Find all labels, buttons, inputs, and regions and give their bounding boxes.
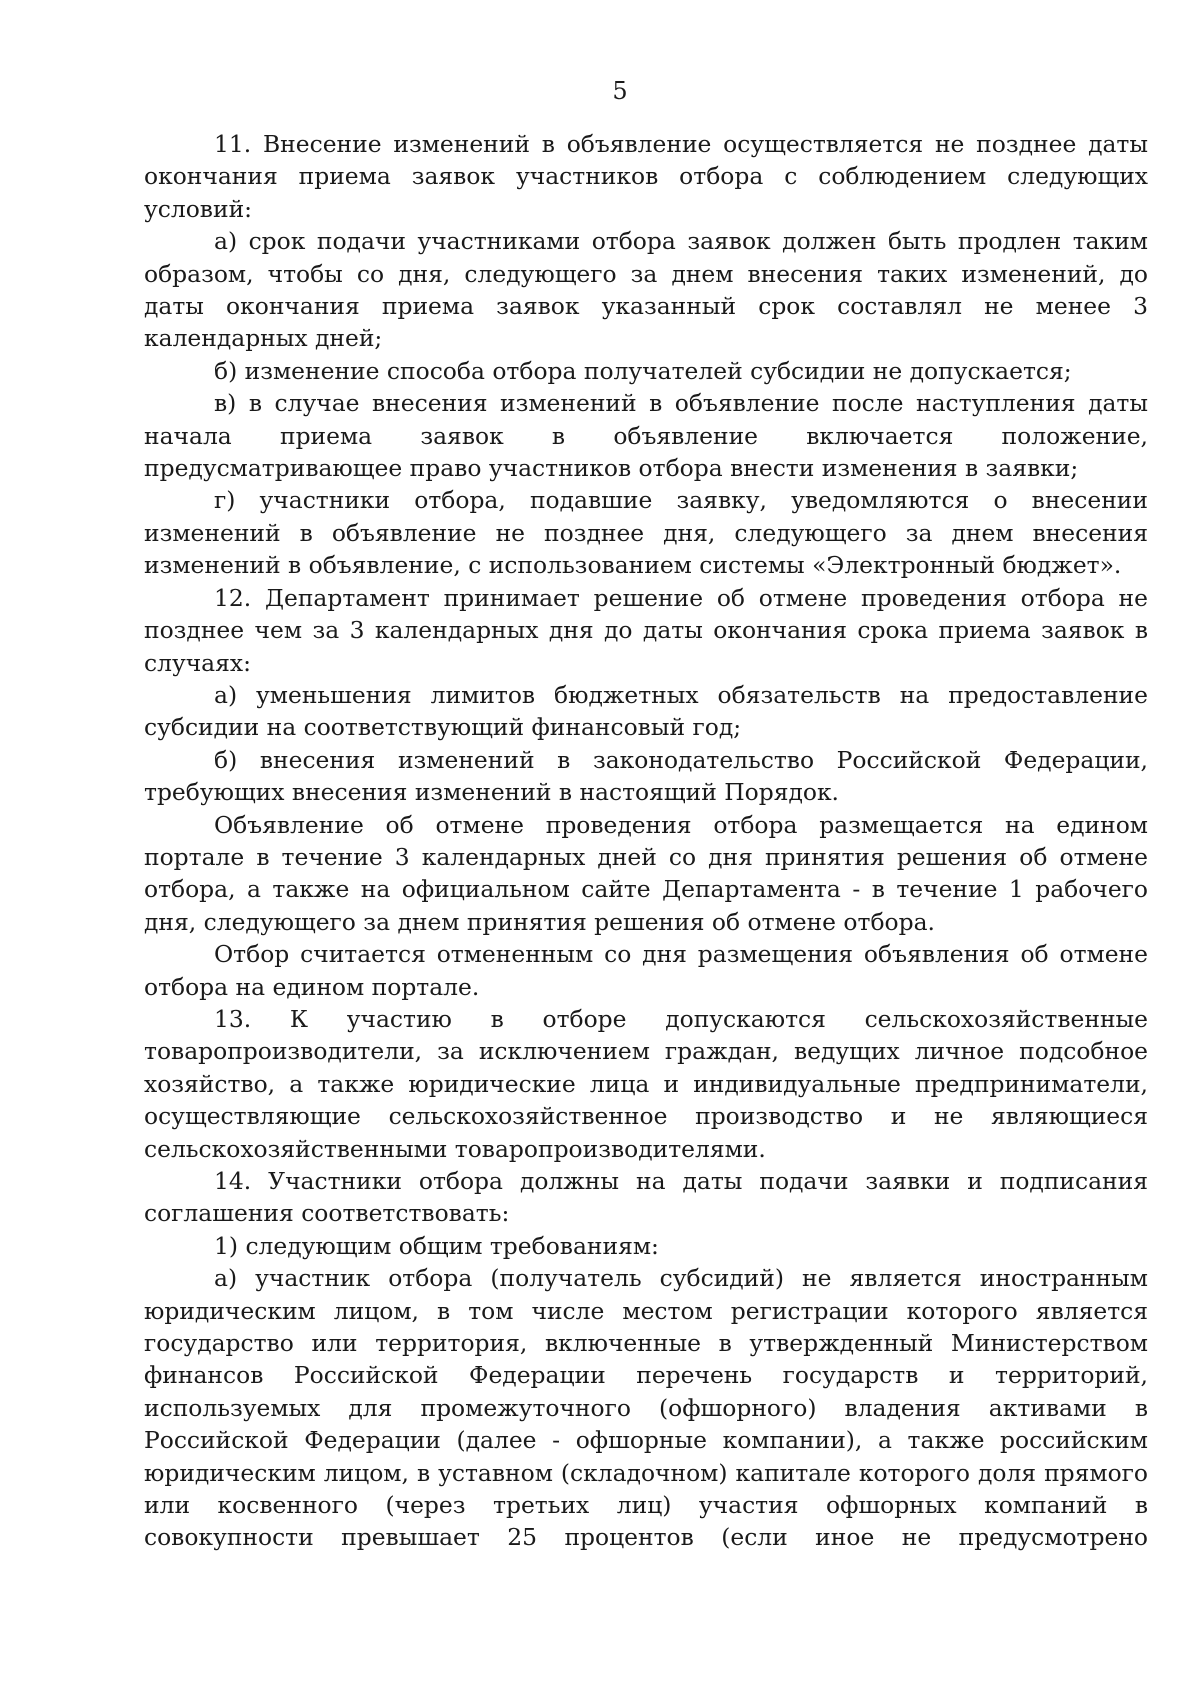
paragraph-11-a: а) срок подачи участниками отбора заявок должен быть продлен таким образом, чтобы со дня, следующего за днем внесения таких изменений, до даты окончания приема заявок указанный срок составлял не менее 3 календарных дней; [144, 227, 1148, 353]
paragraph-11-g: г) участники отбора, подавшие заявку, уведомляются о внесении изменений в объявление не позднее дня, следующего за днем внесения изменений в объявление, с использованием системы «Электронный бюджет». [144, 486, 1148, 580]
document-body [144, 128, 1148, 1554]
paragraph-12-announcement: Объявление об отмене проведения отбора размещается на едином портале в течение 3 календарных дней со дня принятия решения об отмене отбора, а также на официальном сайте Департамента - в течение 1 рабочего дня, следующего за днем принятия решения об отмене отбора. [144, 810, 1148, 936]
paragraph-12-b: б) внесения изменений в законодательство Российской Федерации, требующих внесения изменений в настоящий Порядок. [144, 745, 1148, 807]
paragraph-14-1-a: а) участник отбора (получатель субсидий) не является иностранным юридическим лицом, в том числе местом регистрации которого является государство или территория, включенные в утвержденный Министерством финансов Российской Федерации перечень государств и территорий, используемых для промежуточного (офшорного) владения активами в Российской Федерации (далее - офшорные компании), а также российским юридическим лицом, в уставном (складочном) капитале которого доля прямого или косвенного (через третьих лиц) участия офшорных компаний в совокупности превышает 25 процентов (если иное не предусмотрено [144, 1264, 1148, 1552]
paragraph-11-b: б) изменение способа отбора получателей субсидии не допускается; [214, 356, 1072, 385]
paragraph-13: 13. К участию в отборе допускаются сельскохозяйственные товаропроизводители, за исключением граждан, ведущих личное подсобное хозяйство, а также юридические лица и индивидуальные предприниматели, осуществляющие сельскохозяйственное производство и не являющиеся сельскохозяйственными товаропроизводителями. [144, 1004, 1148, 1163]
page-number: 5 [612, 77, 628, 105]
paragraph-14: 14. Участники отбора должны на даты подачи заявки и подписания соглашения соответствовать: [144, 1167, 1148, 1228]
paragraph-12: 12. Департамент принимает решение об отмене проведения отбора не позднее чем за 3 календарных дня до даты окончания срока приема заявок в случаях: [144, 583, 1148, 677]
paragraph-11: 11. Внесение изменений в объявление осуществляется не позднее даты окончания приема заявок участников отбора с соблюдением следующих условий: [144, 130, 1148, 223]
paragraph-11-v: в) в случае внесения изменений в объявление после наступления даты начала приема заявок в объявление включается положение, предусматривающее право участников отбора внести изменения в заявки; [144, 389, 1148, 483]
paragraph-14-1: 1) следующим общим требованиям: [214, 1231, 659, 1260]
paragraph-12-cancelled: Отбор считается отмененным со дня размещения объявления об отмене отбора на едином портале. [144, 940, 1148, 1001]
paragraph-12-a: а) уменьшения лимитов бюджетных обязательств на предоставление субсидии на соответствующий финансовый год; [144, 680, 1148, 742]
